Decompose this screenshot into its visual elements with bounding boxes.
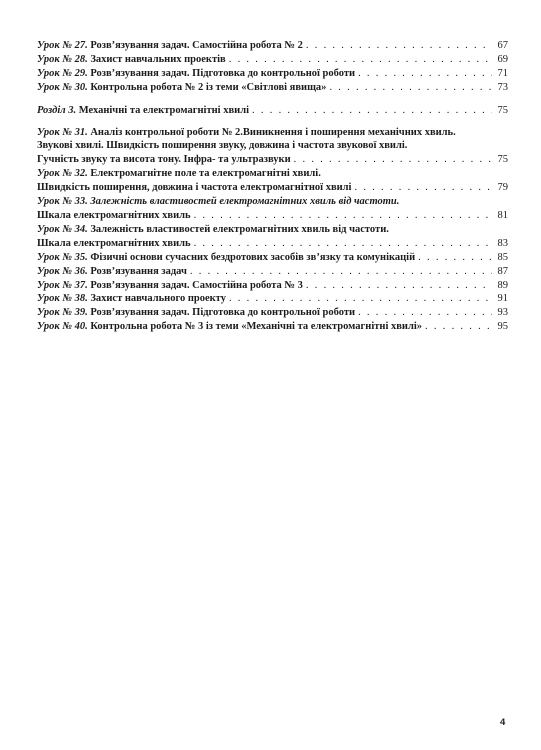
toc-entry-label: Урок № 38. [37,293,88,305]
toc-entry-page: 85 [497,251,508,263]
toc-entry-page: 89 [497,279,508,291]
toc-entry-title: Захист навчального проекту [90,293,226,305]
toc-leader-dots [418,251,492,265]
toc-leader-dots [354,181,492,195]
toc-entry [37,279,508,293]
toc-entry-page: 91 [497,293,508,305]
toc-entry-label: Урок № 35. [37,251,88,263]
toc-entry [37,67,508,81]
toc-entry [37,39,508,53]
toc-section-heading [37,104,508,118]
toc-entry [37,223,508,251]
page-number: 4 [500,717,506,728]
toc-entry-label: Урок № 34. [37,223,88,235]
toc-entry-title: Контрольна робота № 2 із теми «Світлові явища» [90,81,327,93]
toc-leader-dots [306,279,492,293]
toc-section-title: Механічні та електромагнітні хвилі [78,104,250,116]
toc-entry [37,306,508,320]
toc-entry-title: Розв’язування задач. Підготовка до контрольної роботи [90,307,356,319]
toc-entry [37,265,508,279]
toc-leader-dots [294,153,492,167]
toc-entry-label: Урок № 30. [37,81,88,93]
toc-entry-label: Урок № 37. [37,279,88,291]
toc-leader-dots [194,209,492,223]
toc-leader-dots [329,81,492,95]
toc-entry-page: 71 [497,67,508,79]
toc-entry-page: 73 [497,81,508,93]
toc-entry-page: 95 [497,321,508,333]
toc-entry-label: Урок № 32. [37,168,88,180]
toc-entry-label: Урок № 31. [37,126,88,138]
toc-entry [37,53,508,67]
toc-entry-page: 75 [497,154,508,166]
toc-leader-dots [358,306,492,320]
toc-leader-dots [194,237,492,251]
toc-entry-page: 79 [497,182,508,194]
table-of-contents [37,39,508,334]
toc-entry-title: Захист навчальних проектів [90,53,226,65]
toc-entry-page: 67 [497,40,508,51]
toc-entry-label: Урок № 40. [37,321,88,333]
toc-entry-title-line: Швидкість поширення, довжина і частота електромагнітної хвилі [37,182,352,194]
toc-leader-dots [358,67,492,81]
toc-entry-page: 75 [497,104,508,116]
toc-entry [37,195,508,223]
toc-entry [37,320,508,334]
toc-leader-dots [425,320,492,334]
toc-leader-dots [306,39,492,53]
toc-entry-title-line: Шкала електромагнітних хвиль [37,237,191,249]
toc-entry-label: Урок № 33. [37,196,88,208]
toc-entry-title: Розв’язування задач [90,265,187,277]
toc-entry-title-line: Залежність властивостей електромагнітних хвиль від частоти. [90,196,400,208]
toc-entry-page: 87 [497,265,508,277]
toc-entry-title: Контрольна робота № 3 із теми «Механічні та електромагнітні хвилі» [90,321,423,333]
toc-entry [37,292,508,306]
toc-entry-page: 69 [497,53,508,65]
toc-entry-title-line: Шкала електромагнітних хвиль [37,209,191,221]
toc-entry-label: Урок № 29. [37,67,88,79]
toc-section-label: Розділ 3. [37,104,77,116]
toc-entry-page: 93 [497,307,508,319]
toc-entry-title-line: Аналіз контрольної роботи № 2.Виникнення і поширення механічних хвиль. [90,126,456,138]
toc-entry-title: Розв’язування задач. Підготовка до контрольної роботи [90,67,356,79]
toc-entry-label: Урок № 28. [37,53,88,65]
toc-entry-title: Розв’язування задач. Самостійна робота № 2 [90,40,303,51]
toc-entry-title-line: Звукові хвилі. Швидкість поширення звуку, довжина і частота звукової хвилі. [37,140,408,152]
toc-entry [37,167,508,195]
toc-entry-page: 83 [497,237,508,249]
toc-leader-dots [190,265,492,279]
toc-entry-title-line: Залежність властивостей електромагнітних хвиль від частоти. [90,223,389,235]
toc-entry-label: Урок № 36. [37,265,88,277]
toc-entry-title: Фізичні основи сучасних бездротових засобів зв’язку та комунікацій [90,251,416,263]
toc-entry-label: Урок № 39. [37,307,88,319]
toc-entry [37,251,508,265]
toc-leader-dots [252,104,492,118]
toc-entry [37,126,508,168]
toc-entry-title-line: Гучність звуку та висота тону. Інфра- та ультразвуки [37,154,291,166]
toc-entry [37,81,508,95]
toc-entry-title-line: Електромагнітне поле та електромагнітні хвилі. [90,168,321,180]
toc-leader-dots [229,292,492,306]
toc-entry-label: Урок № 27. [37,40,88,51]
toc-entry-title: Розв’язування задач. Самостійна робота № 3 [90,279,303,291]
toc-leader-dots [229,53,492,67]
toc-entry-page: 81 [497,209,508,221]
